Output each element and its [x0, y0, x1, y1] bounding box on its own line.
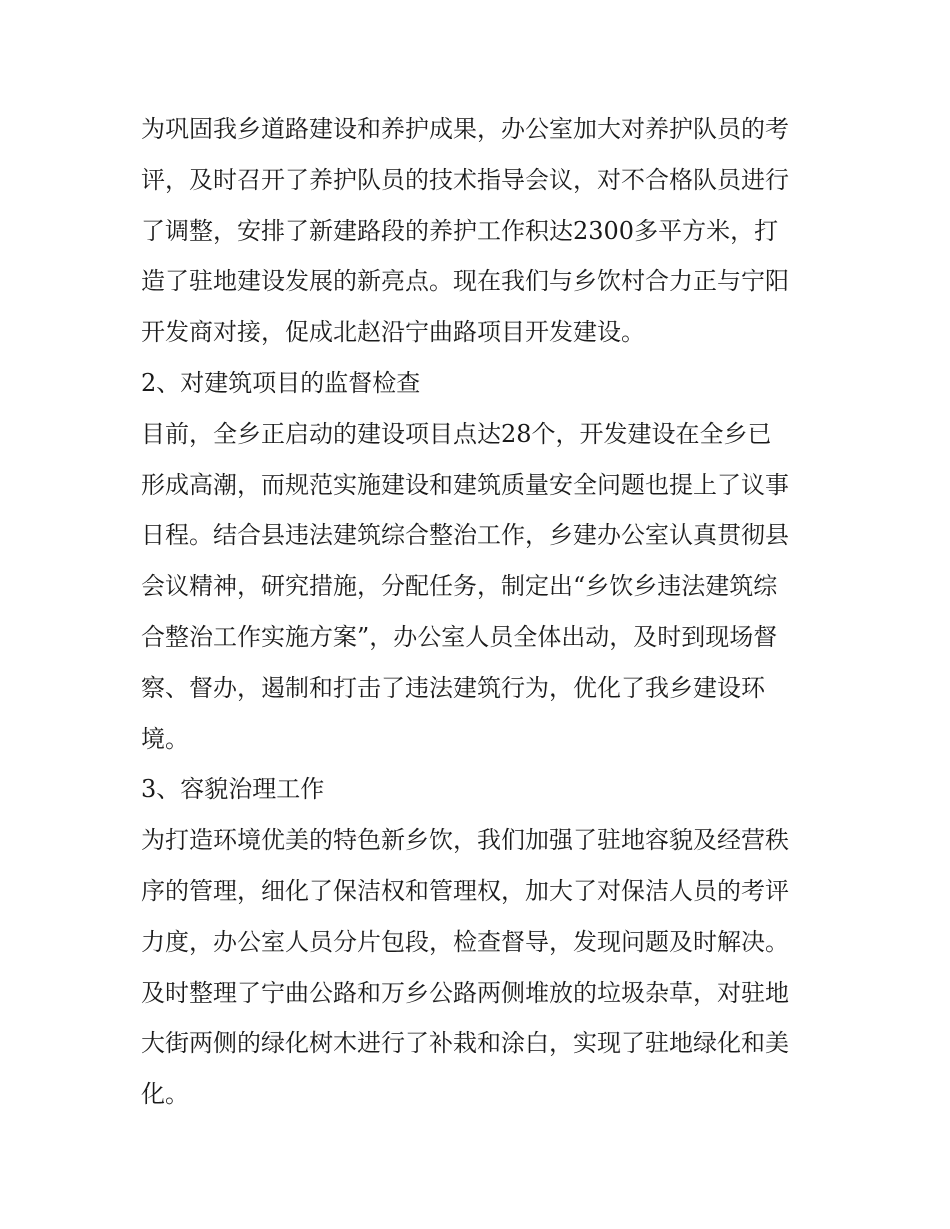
paragraph-construction-supervision	[141, 409, 821, 765]
text-line: 开发商对接，促成北赵沿宁曲路项目开发建设。	[141, 318, 645, 347]
text-line: 目前，全乡正启动的建设项目点达28个，开发建设在全乡已	[141, 419, 772, 448]
text-line: 为打造环境优美的特色新乡饮，我们加强了驻地容貌及经营秩	[141, 826, 789, 855]
text-line: 察、督办，遏制和打击了违法建筑行为，优化了我乡建设环	[141, 673, 765, 702]
text-line: 化。	[141, 1080, 189, 1109]
paragraph-road-maintenance	[141, 104, 821, 358]
text-line: 序的管理，细化了保洁权和管理权，加大了对保洁人员的考评	[141, 876, 789, 905]
text-line: 会议精神，研究措施，分配任务，制定出“乡饮乡违法建筑综	[141, 572, 778, 601]
text-line: 合整治工作实施方案”，办公室人员全体出动，及时到现场督	[141, 622, 778, 651]
paragraph-appearance-management	[141, 815, 821, 1120]
text-line: 评，及时召开了养护队员的技术指导会议，对不合格队员进行	[141, 165, 789, 194]
text-line: 形成高潮，而规范实施建设和建筑质量安全问题也提上了议事	[141, 470, 789, 499]
text-line: 了调整，安排了新建路段的养护工作积达2300多平方米，打	[141, 216, 779, 245]
text-line: 为巩固我乡道路建设和养护成果，办公室加大对养护队员的考	[141, 115, 789, 143]
text-line: 大街两侧的绿化树木进行了补栽和涂白，实现了驻地绿化和美	[141, 1029, 789, 1058]
text-line: 日程。结合县违法建筑综合整治工作，乡建办公室认真贯彻县	[141, 521, 789, 550]
section-heading-appearance-management: 3、容貌治理工作	[141, 775, 325, 804]
document-body	[141, 104, 821, 1120]
section-heading-construction-supervision: 2、对建筑项目的监督检查	[141, 368, 421, 397]
text-line: 造了驻地建设发展的新亮点。现在我们与乡饮村合力正与宁阳	[141, 267, 789, 296]
text-line: 及时整理了宁曲公路和万乡公路两侧堆放的垃圾杂草，对驻地	[141, 978, 789, 1007]
text-line: 力度，办公室人员分片包段，检查督导，发现问题及时解决。	[141, 927, 789, 956]
text-line: 境。	[141, 724, 189, 753]
